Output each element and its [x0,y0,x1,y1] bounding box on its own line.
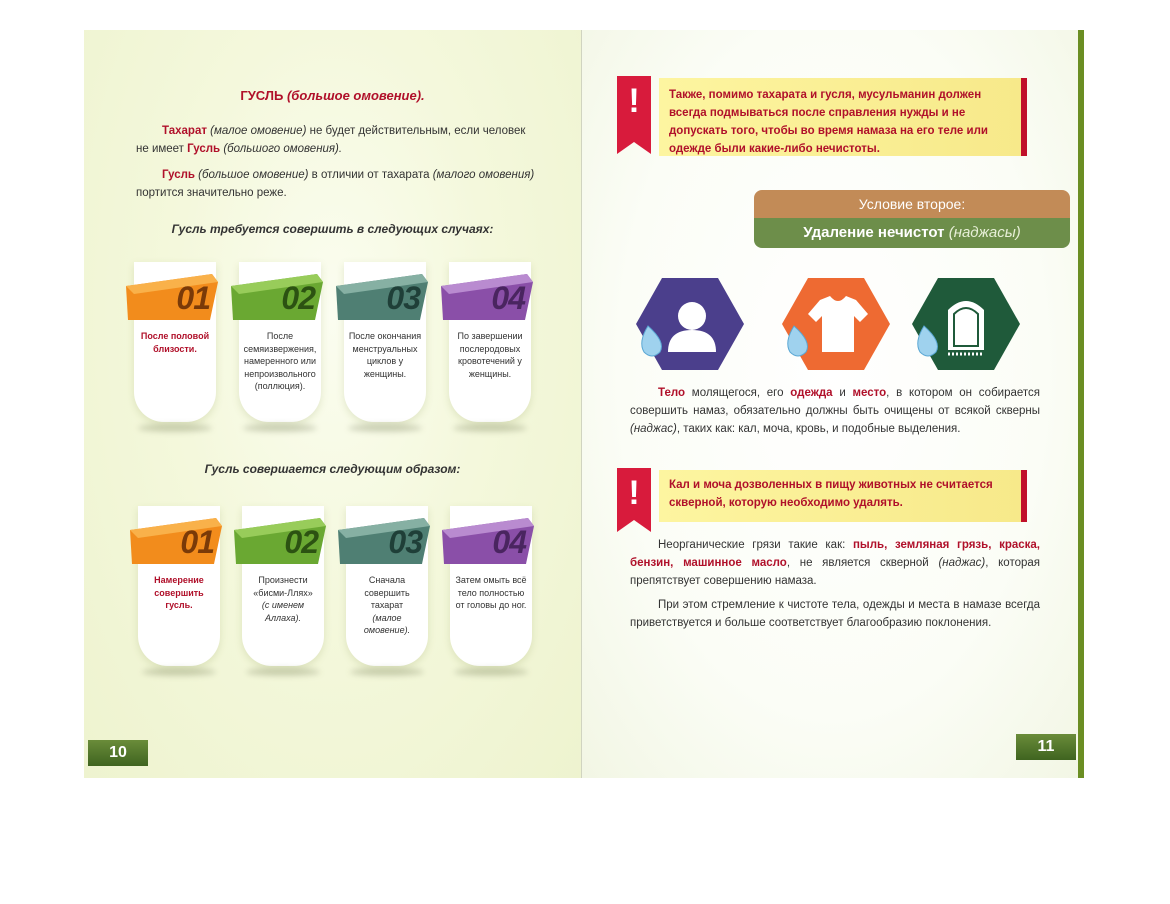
step-text: Затем омыть всё тело полностью от головы до ног. [455,575,527,610]
text: в отличии от тахарата [308,169,433,181]
case-text: После половой близости. [140,331,210,354]
page-number: 10 [88,740,148,766]
step-ribbon [234,518,332,564]
step-card [242,506,324,666]
case-ribbon [231,274,329,320]
step-number: 01 [180,524,214,560]
case-card [344,262,426,422]
inorganic-paragraph: Неорганические грязи такие как: пыль, земляная грязь, краска, бензин, машинное масло, не является скверной (наджас), которая препятствует совершению намаза. [630,539,1041,587]
case-text: По завершении послеродовых кровотечений у женщины. [457,331,523,379]
right-page [582,30,1084,778]
step-card [138,506,220,666]
term-gusl: Гусль [187,143,221,155]
case-number: 04 [491,280,525,316]
final-paragraph: При этом стремление к чистоте тела, одежды и места в намазе всегда приветствуется и больше соответствует благообразию поклонения. [630,599,1040,629]
page-title [84,88,581,103]
alert-text: Кал и моча дозволенных в пищу животных не считается скверной, которую необходимо удалять. [669,479,993,509]
case-ribbon [336,274,434,320]
case-ribbon [126,274,224,320]
text: не будет действительным, если человек не имеет [136,125,526,155]
title-word: ГУСЛЬ [240,88,284,103]
exclamation-icon: ! [617,468,651,520]
intro-paragraph-1 [136,122,536,158]
text: портится значительно реже. [136,187,287,199]
alert-text: Также, помимо тахарата и гусля, мусульманин должен всегда подмываться после справления нужды и не допускать того, чтобы во время намаза на его теле или одежде были какие-либо нечистоты. [669,89,988,155]
step-text: Произнести «бисми-Ллях» (с именем Аллаха). [253,575,313,623]
section-heading-cases: Гусль требуется совершить в следующих случаях: [171,222,494,236]
case-text: После семяизвержения, намеренного или непроизвольного (поллюция). [243,331,317,391]
case-ribbon [441,274,539,320]
body-icon [634,276,746,372]
term-taharat: Тахарат [162,125,207,137]
page-number: 11 [1016,734,1076,760]
case-text: После окончания менструальных циклов у женщины. [348,331,422,379]
title-paren: (большое омовение). [286,88,425,103]
step-number: 02 [284,524,318,560]
term-gusl: Гусль [162,169,195,181]
section-heading-steps: Гусль совершается следующим образом: [204,462,461,476]
term-small-ablution: (малого омовения) [432,169,535,181]
book-spread [84,30,1084,778]
step-number: 04 [492,524,526,560]
step-card [450,506,532,666]
step-card [346,506,428,666]
term-big-ablution: (большое омовение) [194,169,309,181]
step-ribbon [442,518,540,564]
clothing-icon [780,276,892,372]
case-number: 03 [386,280,420,316]
intro-paragraph-2 [136,166,536,202]
case-number: 01 [176,280,210,316]
step-text: Сначала совершить тахарат (малое омовение). [363,575,411,635]
step-ribbon [130,518,228,564]
left-page [84,30,582,778]
body-paragraph: Тело молящегося, его одежда и место, в котором он собирается совершить намаз, обязательно должны быть очищены от всякой скверны (наджас), таких как: кал, моча, кровь, и подобные выделения. [630,387,1041,435]
term-small-ablution: (малое омовение) [206,125,307,137]
exclamation-icon: ! [617,76,651,142]
term-big-ablution: (большого омовения). [220,143,343,155]
condition-title: Удаление нечистот (наджасы) [754,218,1070,248]
step-number: 03 [388,524,422,560]
case-card [239,262,321,422]
case-card [449,262,531,422]
condition-banner [754,190,1070,248]
step-text: Намерение совершить гусль. [154,575,204,610]
alert-box-1 [617,78,1027,156]
step-ribbon [338,518,436,564]
condition-label: Условие второе: [754,190,1070,218]
case-number: 02 [281,280,315,316]
case-card [134,262,216,422]
prayer-mat-icon [910,276,1022,372]
alert-box-2 [617,470,1027,530]
